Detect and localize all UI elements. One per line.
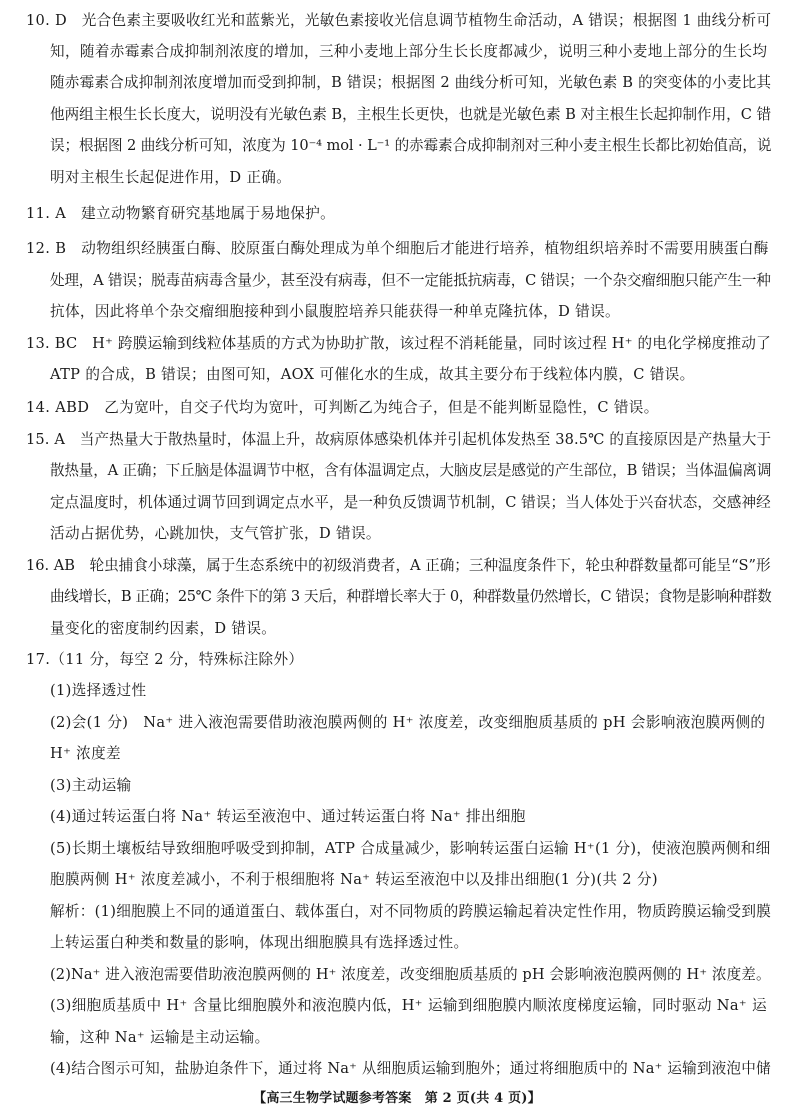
answer-16-line-1: 16. AB 轮虫捕食小球藻，属于生态系统中的初级消费者，A 正确；三种温度条件下，轮虫种群数量都可能呈“S”形 (26, 557, 771, 574)
answer-10-line-4: 他两组主根生长长度大，说明没有光敏色素 B，主根生长更快，也就是光敏色素 B 对主根生长起抑制作用，C 错 (50, 106, 772, 123)
answer-13-line-1: 13. BC H⁺ 跨膜运输到线粒体基质的方式为协助扩散，该过程不消耗能量，同时该过程 H⁺ 的电化学梯度推动了 (26, 335, 771, 352)
answer-10-line-1: 10. D 光合色素主要吸收红光和蓝紫光，光敏色素接收光信息调节植物生命活动，A 错误；根据图 1 曲线分析可 (26, 12, 772, 29)
answer-14: 14. ABD 乙为宽叶，自交子代均为宽叶，可判断乙为纯合子，但是不能判断显隐性，C 错误。 (26, 399, 659, 416)
analysis-3-line-2: 输，这种 Na⁺ 运输是主动运输。 (50, 1029, 270, 1046)
answer-15-line-2: 散热量，A 正确；下丘脑是体温调节中枢，含有体温调定点，大脑皮层是感觉的产生部位，B 错误；当体温偏离调 (50, 462, 772, 479)
answer-10-line-2: 知，随着赤霉素合成抑制剂浓度的增加，三种小麦地上部分生长长度都减少，说明三种小麦地上部分的生长均 (50, 43, 768, 60)
answer-10-line-3: 随赤霉素合成抑制剂浓度增加而受到抑制，B 错误；根据图 2 曲线分析可知，光敏色素 B 的突变体的小麦比其 (50, 74, 772, 91)
analysis-2: (2)Na⁺ 进入液泡需要借助液泡膜两侧的 H⁺ 浓度差，改变细胞质基质的 pH 会影响液泡膜两侧的 H⁺ 浓度差。 (50, 966, 771, 983)
answer-17-part-1: (1)选择透过性 (50, 682, 147, 699)
answer-12-line-2: 处理，A 错误；脱毒苗病毒含量少，甚至没有病毒，但不一定能抵抗病毒，C 错误；一个杂交瘤细胞只能产生一种 (50, 272, 771, 289)
answer-17-part-5-line-1: (5)长期土壤板结导致细胞呼吸受到抑制，ATP 合成量减少，影响转运蛋白运输 H⁺(1 分)，使液泡膜两侧和细 (50, 840, 771, 857)
answer-16-line-2: 曲线增长，B 正确；25℃ 条件下的第 3 天后，种群增长率大于 0，种群数量仍然增长，C 错误；食物是影响种群数 (50, 588, 772, 605)
footer-text: 【高三生物学试题参考答案 第 2 页(共 4 页)】 (253, 1091, 541, 1106)
answer-11: 11. A 建立动物繁育研究基地属于易地保护。 (26, 205, 336, 222)
answer-17-part-3: (3)主动运输 (50, 777, 132, 794)
answer-10-line-5: 误；根据图 2 曲线分析可知，浓度为 10⁻⁴ mol · L⁻¹ 的赤霉素合成抑制剂对三种小麦主根生长都比初始值高，说 (50, 137, 772, 154)
analysis-1-line-1: 解析：(1)细胞膜上不同的通道蛋白、载体蛋白，对不同物质的跨膜运输起着决定性作用，物质跨膜运输受到膜 (50, 903, 772, 920)
page-footer (0, 1090, 794, 1108)
answer-17-part-5-line-2: 胞膜两侧 H⁺ 浓度差减小，不利于根细胞将 Na⁺ 转运至液泡中以及排出细胞(1 分)(共 2 分) (50, 871, 658, 888)
answer-17-part-2-line-1: (2)会(1 分) Na⁺ 进入液泡需要借助液泡膜两侧的 H⁺ 浓度差，改变细胞质基质的 pH 会影响液泡膜两侧的 (50, 714, 766, 731)
answer-15-line-3: 定点温度时，机体通过调节回到调定点水平，是一种负反馈调节机制，C 错误；当人体处于兴奋状态，交感神经 (50, 494, 771, 511)
answer-13-line-2: ATP 的合成，B 错误；由图可知，AOX 可催化水的生成，故其主要分布于线粒体内膜，C 错误。 (50, 366, 695, 383)
answer-16-line-3: 量变化的密度制约因素，D 错误。 (50, 620, 277, 637)
analysis-1-line-2: 上转运蛋白种类和数量的影响，体现出细胞膜具有选择透过性。 (50, 934, 469, 951)
answer-17-part-2-line-2: H⁺ 浓度差 (50, 745, 121, 762)
answer-17-part-4: (4)通过转运蛋白将 Na⁺ 转运至液泡中、通过转运蛋白将 Na⁺ 排出细胞 (50, 808, 526, 825)
answer-15-line-1: 15. A 当产热量大于散热量时，体温上升，故病原体感染机体并引起机体发热至 38.5℃ 的直接原因是产热量大于 (26, 431, 772, 448)
answer-10-line-6: 明对主根生长起促进作用，D 正确。 (50, 169, 292, 186)
answer-15-line-4: 活动占据优势，心跳加快，支气管扩张，D 错误。 (50, 525, 381, 542)
analysis-4-line-1: (4)结合图示可知，盐胁迫条件下，通过将 Na⁺ 从细胞质运输到胞外；通过将细胞质中的 Na⁺ 运输到液泡中储 (50, 1060, 771, 1077)
analysis-3-line-1: (3)细胞质基质中 H⁺ 含量比细胞膜外和液泡膜内低，H⁺ 运输到细胞膜内顺浓度梯度运输，同时驱动 Na⁺ 运 (50, 997, 767, 1014)
answer-12-line-3: 抗体，因此将单个杂交瘤细胞接种到小鼠腹腔培养只能获得一种单克隆抗体，D 错误。 (50, 303, 620, 320)
answer-12-line-1: 12. B 动物组织经胰蛋白酶、胶原蛋白酶处理成为单个细胞后才能进行培养，植物组织培养时不需要用胰蛋白酶 (26, 240, 769, 257)
answer-17-heading: 17.（11 分，每空 2 分，特殊标注除外） (26, 651, 304, 668)
